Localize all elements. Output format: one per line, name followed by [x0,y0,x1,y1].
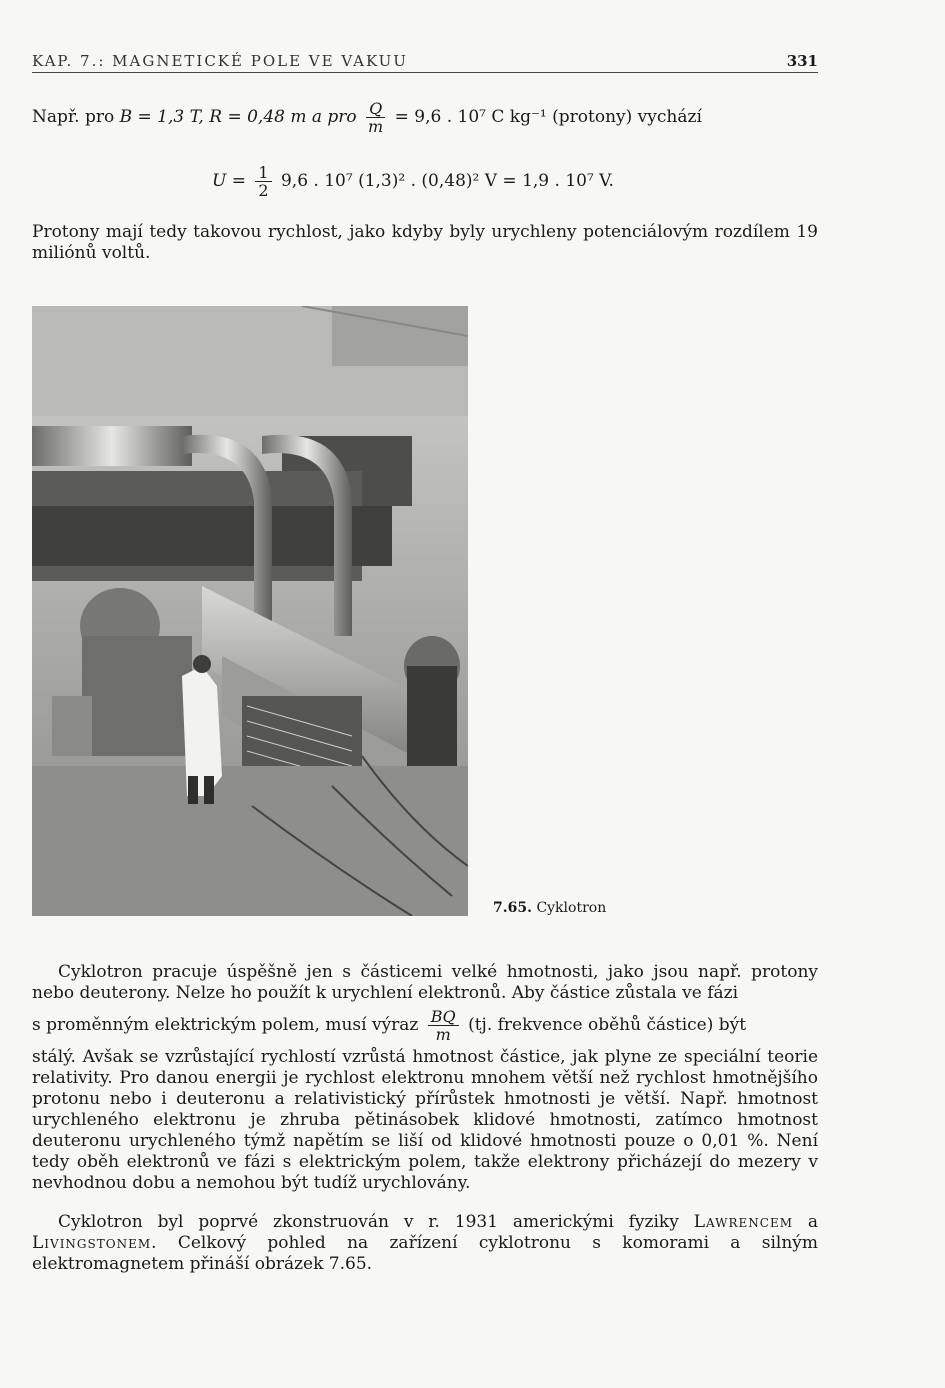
eq2-lhs: U = [212,171,246,191]
chapter-title: KAP. 7.: MAGNETICKÉ POLE VE VAKUU [32,52,408,70]
eq2-rhs: 9,6 . 10⁷ (1,3)² . (0,48)² V = 1,9 . 10⁷ V. [280,171,614,191]
bq-over-m-fraction [428,1008,459,1043]
equation-line-2 [212,164,614,199]
paragraph-1-text: Protony mají tedy takovou rychlost, jako kdyby byly urychleny potenciálovým rozdílem 19 miliónů voltů. [32,222,818,263]
paragraph-3-post: . Celkový pohled na zařízení cyklotronu s komorami a silným elektromagnetem přináší obrázek 7.65. [32,1233,818,1274]
paragraph-1 [32,222,818,264]
paragraph-3-mid: a [807,1212,819,1232]
cyclotron-photo [32,306,468,916]
bq-frac-num: BQ [428,1008,459,1026]
name-lawrence: Lawrencem [693,1212,794,1232]
eq1-frac-den: m [368,117,384,136]
cyclotron-illustration [32,306,468,916]
caption-text: Cyklotron [536,900,607,916]
paragraph-2-line1: Cyklotron pracuje úspěšně jen s částicemi velké hmotnosti, jako jsou např. protony nebo deuterony. Nelze ho použít k urychlení elektronů. Aby částice zůstala ve fázi [32,962,818,1003]
name-livingston: Livingstonem [32,1233,152,1253]
paragraph-3-text [32,1212,818,1275]
eq1-prefix: Např. pro [32,107,115,127]
figure-caption [493,900,606,916]
paragraph-2 [32,962,818,1194]
running-header [32,52,818,73]
eq2-frac-den: 2 [258,181,269,200]
paragraph-2-fraction-line [32,1008,818,1043]
bq-frac-den: m [435,1025,451,1044]
eq1-r-part: R = 0,48 m a pro [209,107,357,127]
paragraph-3-pre: Cyklotron byl poprvé zkonstruován v r. 1931 americkými fyziky [58,1212,679,1232]
eq1-frac-num: Q [366,100,385,118]
eq2-frac-num: 1 [255,164,271,182]
page-number: 331 [786,52,818,70]
eq1-suffix: = 9,6 . 10⁷ C kg⁻¹ (protony) vychází [394,107,702,127]
paragraph-2-frac-post: (tj. frekvence oběhů částice) být [468,1015,747,1035]
paragraph-3 [32,1212,818,1275]
eq2-fraction [255,164,271,199]
paragraph-2-frac-pre: s proměnným elektrickým polem, musí výraz [32,1015,419,1035]
eq1-fraction [366,100,385,135]
equation-line-1 [32,100,702,135]
eq1-b-part: B = 1,3 T, [119,107,204,127]
paragraph-2-rest: stálý. Avšak se vzrůstající rychlostí vzrůstá hmotnost částice, jak plyne ze speciální teorie relativity. Pro danou energii je rychlost elektronu mnohem větší než rychlost hmotnějšího protonu nebo i deuteronu a relativistický přírůstek hmotnosti je větší. Např. hmotnost urychleného elektronu je zhruba pětinásobek klidové hmotnosti, zatímco hmotnost deuteronu urychleného týmž napětím se liší od klidové hmotnosti pouze o 0,01 %. Není tedy oběh elektronů ve fázi s elektrickým polem, takže elektrony přicházejí do mezery v nevhodnou dobu a nemohou být tudíž urychlovány. [32,1047,818,1193]
caption-number: 7.65. [493,900,532,916]
